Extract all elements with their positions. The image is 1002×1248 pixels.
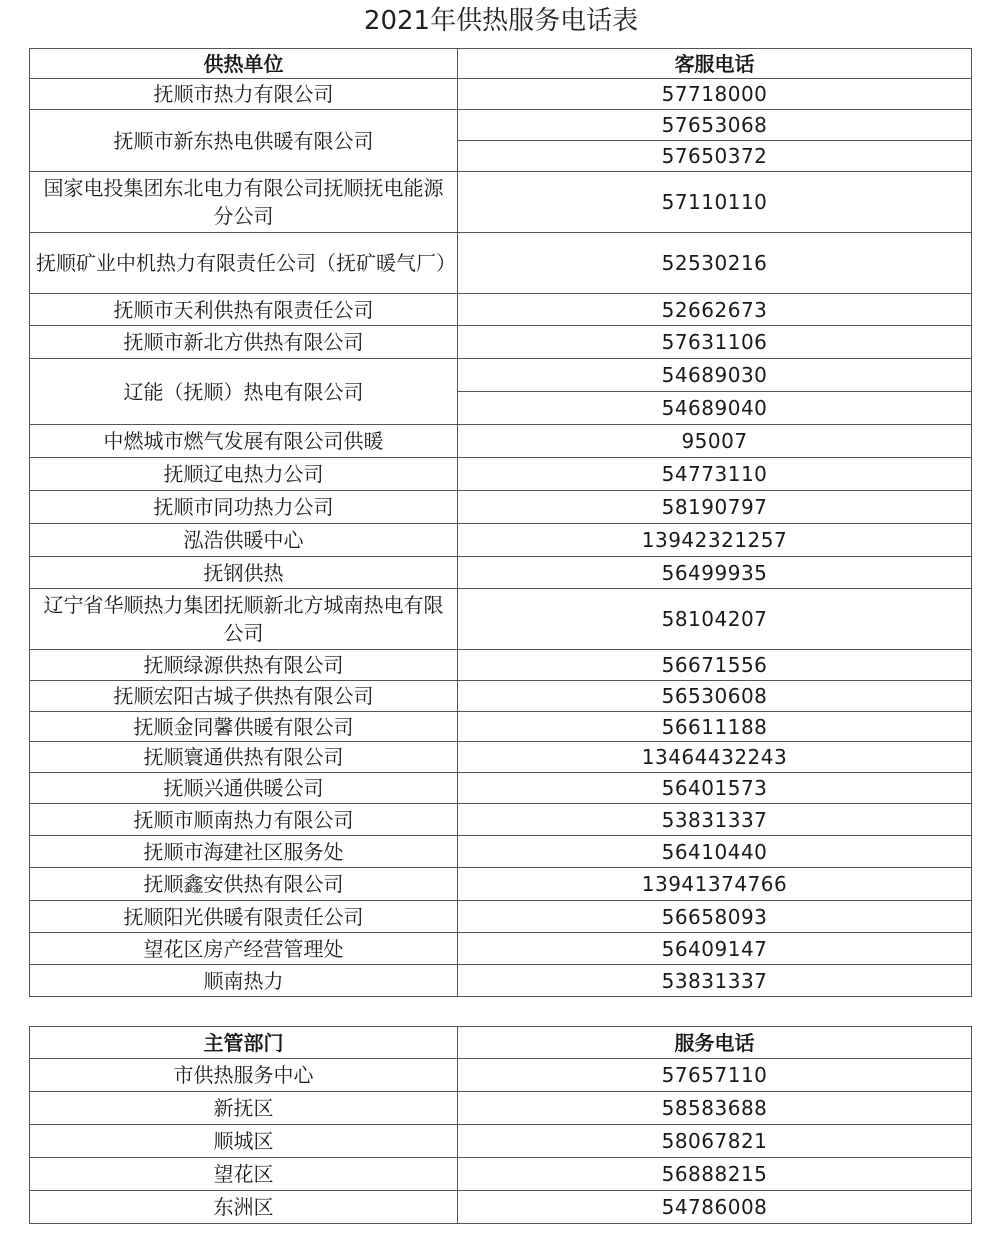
cell-name: 市供热服务中心 — [30, 1059, 458, 1092]
table-row — [30, 110, 972, 141]
cell-name: 抚顺辽电热力公司 — [30, 458, 458, 491]
cell-name: 国家电投集团东北电力有限公司抚顺抚电能源分公司 — [30, 172, 458, 233]
table-row — [30, 650, 972, 681]
cell-phone: 53831337 — [458, 965, 972, 997]
cell-name: 抚顺阳光供暖有限责任公司 — [30, 901, 458, 933]
table-row — [30, 425, 972, 458]
table-row — [30, 458, 972, 491]
cell-phone: 13464432243 — [458, 742, 972, 773]
cell-phone: 56410440 — [458, 836, 972, 868]
column-header-department: 主管部门 — [30, 1027, 458, 1059]
cell-name: 抚钢供热 — [30, 557, 458, 589]
cell-phone: 57631106 — [458, 326, 972, 359]
cell-name: 望花区房产经营管理处 — [30, 933, 458, 965]
cell-phone: 56658093 — [458, 901, 972, 933]
cell-phone: 57650372 — [458, 141, 972, 172]
departments-table — [29, 1026, 972, 1224]
heating-companies-table — [29, 48, 972, 997]
column-header-service-phone: 服务电话 — [458, 1027, 972, 1059]
cell-name: 抚顺宏阳古城子供热有限公司 — [30, 681, 458, 712]
column-header-company: 供热单位 — [30, 49, 458, 79]
cell-phone: 57110110 — [458, 172, 972, 233]
table-row — [30, 901, 972, 933]
cell-phone: 58190797 — [458, 491, 972, 524]
cell-phone: 56401573 — [458, 773, 972, 804]
table-row — [30, 326, 972, 359]
table-row — [30, 868, 972, 901]
cell-phone: 58104207 — [458, 589, 972, 650]
table-row — [30, 933, 972, 965]
cell-name: 抚顺市海建社区服务处 — [30, 836, 458, 868]
table-row — [30, 836, 972, 868]
cell-name: 抚顺兴通供暖公司 — [30, 773, 458, 804]
table-row — [30, 773, 972, 804]
table-row — [30, 1158, 972, 1191]
cell-phone: 95007 — [458, 425, 972, 458]
table-row — [30, 589, 972, 650]
cell-phone: 56611188 — [458, 712, 972, 742]
cell-name: 东洲区 — [30, 1191, 458, 1224]
table-row — [30, 1092, 972, 1125]
cell-name: 抚顺寰通供热有限公司 — [30, 742, 458, 773]
table-row — [30, 1125, 972, 1158]
cell-name: 顺南热力 — [30, 965, 458, 997]
cell-phone: 54689030 — [458, 359, 972, 392]
cell-phone: 13941374766 — [458, 868, 972, 901]
cell-name: 辽能（抚顺）热电有限公司 — [30, 359, 458, 425]
cell-name: 顺城区 — [30, 1125, 458, 1158]
cell-name: 抚顺绿源供热有限公司 — [30, 650, 458, 681]
cell-phone: 57653068 — [458, 110, 972, 141]
table-header-row — [30, 49, 972, 79]
cell-phone: 57657110 — [458, 1059, 972, 1092]
table-row — [30, 557, 972, 589]
cell-phone: 54773110 — [458, 458, 972, 491]
table-header-row — [30, 1027, 972, 1059]
cell-name: 新抚区 — [30, 1092, 458, 1125]
cell-name: 抚顺鑫安供热有限公司 — [30, 868, 458, 901]
table-row — [30, 359, 972, 392]
cell-name: 抚顺市顺南热力有限公司 — [30, 804, 458, 836]
cell-phone: 53831337 — [458, 804, 972, 836]
table-row — [30, 172, 972, 233]
table-row — [30, 1191, 972, 1224]
table-row — [30, 1059, 972, 1092]
table-row — [30, 524, 972, 557]
table-row — [30, 804, 972, 836]
table-row — [30, 79, 972, 110]
table-row — [30, 294, 972, 326]
page-title: 2021年供热服务电话表 — [363, 6, 639, 36]
column-header-phone: 客服电话 — [458, 49, 972, 79]
cell-phone: 56671556 — [458, 650, 972, 681]
table-row — [30, 742, 972, 773]
cell-phone: 54689040 — [458, 392, 972, 425]
table-row — [30, 965, 972, 997]
cell-name: 泓浩供暖中心 — [30, 524, 458, 557]
cell-phone: 13942321257 — [458, 524, 972, 557]
cell-phone: 54786008 — [458, 1191, 972, 1224]
table-row — [30, 233, 972, 294]
cell-name: 望花区 — [30, 1158, 458, 1191]
cell-phone: 56499935 — [458, 557, 972, 589]
table-row — [30, 712, 972, 742]
cell-name: 中燃城市燃气发展有限公司供暖 — [30, 425, 458, 458]
cell-name: 抚顺市新东热电供暖有限公司 — [30, 110, 458, 172]
cell-name: 抚顺市热力有限公司 — [30, 79, 458, 110]
cell-phone: 56530608 — [458, 681, 972, 712]
cell-phone: 52662673 — [458, 294, 972, 326]
cell-phone: 58583688 — [458, 1092, 972, 1125]
table-row — [30, 681, 972, 712]
cell-name: 辽宁省华顺热力集团抚顺新北方城南热电有限公司 — [30, 589, 458, 650]
cell-name: 抚顺市天利供热有限责任公司 — [30, 294, 458, 326]
table-row — [30, 491, 972, 524]
cell-name: 抚顺市同功热力公司 — [30, 491, 458, 524]
cell-phone: 56888215 — [458, 1158, 972, 1191]
cell-phone: 52530216 — [458, 233, 972, 294]
cell-name: 抚顺矿业中机热力有限责任公司（抚矿暖气厂） — [30, 233, 458, 294]
cell-phone: 57718000 — [458, 79, 972, 110]
cell-name: 抚顺市新北方供热有限公司 — [30, 326, 458, 359]
cell-name: 抚顺金同馨供暖有限公司 — [30, 712, 458, 742]
cell-phone: 58067821 — [458, 1125, 972, 1158]
cell-phone: 56409147 — [458, 933, 972, 965]
